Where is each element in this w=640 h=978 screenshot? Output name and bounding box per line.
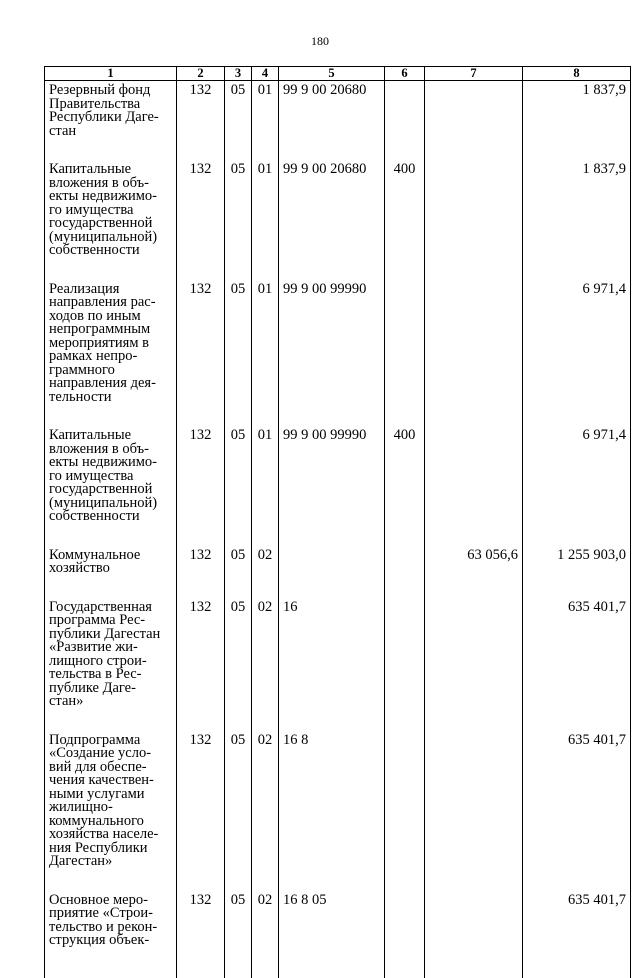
page-number: 180 <box>311 34 329 48</box>
header-cell-4: 4 <box>252 67 279 81</box>
row-col8-value: 635 401,7 <box>523 891 631 978</box>
row-section: 05 <box>225 280 252 427</box>
header-cell-7: 7 <box>425 67 523 81</box>
table-row <box>45 160 631 280</box>
row-ministry-code: 132 <box>177 426 225 546</box>
row-col8-value: 1 837,9 <box>523 160 631 280</box>
row-target-code <box>279 546 385 598</box>
row-col7-value <box>425 426 523 546</box>
row-section: 05 <box>225 891 252 978</box>
row-name: Государственная программа Рес- публики Дагестан «Развитие жи- лищного строи- тельства в Рес- публике Даге- стан» <box>45 598 177 731</box>
row-name: Подпрограмма «Создание усло- вий для обеспе- чения качествен- ными услугами жилищно- коммунального хозяйства населе- ния Республики Дагестан» <box>45 731 177 891</box>
table-row <box>45 81 631 161</box>
row-target-code: 99 9 00 99990 <box>279 426 385 546</box>
row-target-code: 16 8 05 <box>279 891 385 978</box>
row-section: 05 <box>225 598 252 731</box>
row-section: 05 <box>225 81 252 161</box>
row-col8-value: 6 971,4 <box>523 280 631 427</box>
row-target-code: 16 8 <box>279 731 385 891</box>
row-name: Капитальные вложения в объ- екты недвижимо- го имущества государственной (муниципальной) собственности <box>45 426 177 546</box>
row-col7-value <box>425 280 523 427</box>
row-expense-type <box>385 891 425 978</box>
row-subsection: 01 <box>252 280 279 427</box>
row-col8-value: 1 837,9 <box>523 81 631 161</box>
row-name: Резервный фонд Правительства Республики Даге- стан <box>45 81 177 161</box>
row-subsection: 02 <box>252 546 279 598</box>
row-col7-value: 63 056,6 <box>425 546 523 598</box>
row-ministry-code: 132 <box>177 891 225 978</box>
header-row <box>45 67 631 81</box>
row-subsection: 01 <box>252 81 279 161</box>
header-cell-8: 8 <box>523 67 631 81</box>
row-subsection: 02 <box>252 731 279 891</box>
row-expense-type <box>385 546 425 598</box>
row-subsection: 02 <box>252 598 279 731</box>
row-ministry-code: 132 <box>177 598 225 731</box>
header-cell-6: 6 <box>385 67 425 81</box>
row-col7-value <box>425 598 523 731</box>
header-cell-5: 5 <box>279 67 385 81</box>
row-expense-type: 400 <box>385 160 425 280</box>
row-target-code: 99 9 00 20680 <box>279 81 385 161</box>
row-ministry-code: 132 <box>177 160 225 280</box>
row-section: 05 <box>225 546 252 598</box>
row-section: 05 <box>225 160 252 280</box>
header-cell-1: 1 <box>45 67 177 81</box>
header-cell-3: 3 <box>225 67 252 81</box>
row-target-code: 16 <box>279 598 385 731</box>
row-col7-value <box>425 160 523 280</box>
row-name: Капитальные вложения в объ- екты недвижимо- го имущества государственной (муниципальной) собственности <box>45 160 177 280</box>
row-expense-type <box>385 731 425 891</box>
row-col8-value: 6 971,4 <box>523 426 631 546</box>
row-name: Основное меро- приятие «Строи- тельство и рекон- струкция объек- <box>45 891 177 978</box>
row-ministry-code: 132 <box>177 731 225 891</box>
row-ministry-code: 132 <box>177 280 225 427</box>
budget-table <box>44 66 631 978</box>
row-name: Коммунальное хозяйство <box>45 546 177 598</box>
row-col7-value <box>425 81 523 161</box>
table-row <box>45 280 631 427</box>
row-col7-value <box>425 891 523 978</box>
table-row <box>45 891 631 978</box>
row-section: 05 <box>225 731 252 891</box>
row-expense-type <box>385 81 425 161</box>
row-subsection: 01 <box>252 426 279 546</box>
row-target-code: 99 9 00 99990 <box>279 280 385 427</box>
row-ministry-code: 132 <box>177 81 225 161</box>
row-ministry-code: 132 <box>177 546 225 598</box>
row-section: 05 <box>225 426 252 546</box>
row-col8-value: 635 401,7 <box>523 731 631 891</box>
table-row <box>45 598 631 731</box>
header-cell-2: 2 <box>177 67 225 81</box>
row-expense-type: 400 <box>385 426 425 546</box>
row-target-code: 99 9 00 20680 <box>279 160 385 280</box>
row-subsection: 01 <box>252 160 279 280</box>
row-expense-type <box>385 598 425 731</box>
table-row <box>45 426 631 546</box>
table-row <box>45 546 631 598</box>
row-expense-type <box>385 280 425 427</box>
row-col7-value <box>425 731 523 891</box>
row-name: Реализация направления рас- ходов по иным непрограммным мероприятиям в рамках непро- граммного направления дея- тельности <box>45 280 177 427</box>
row-subsection: 02 <box>252 891 279 978</box>
row-col8-value: 1 255 903,0 <box>523 546 631 598</box>
row-col8-value: 635 401,7 <box>523 598 631 731</box>
table-row <box>45 731 631 891</box>
